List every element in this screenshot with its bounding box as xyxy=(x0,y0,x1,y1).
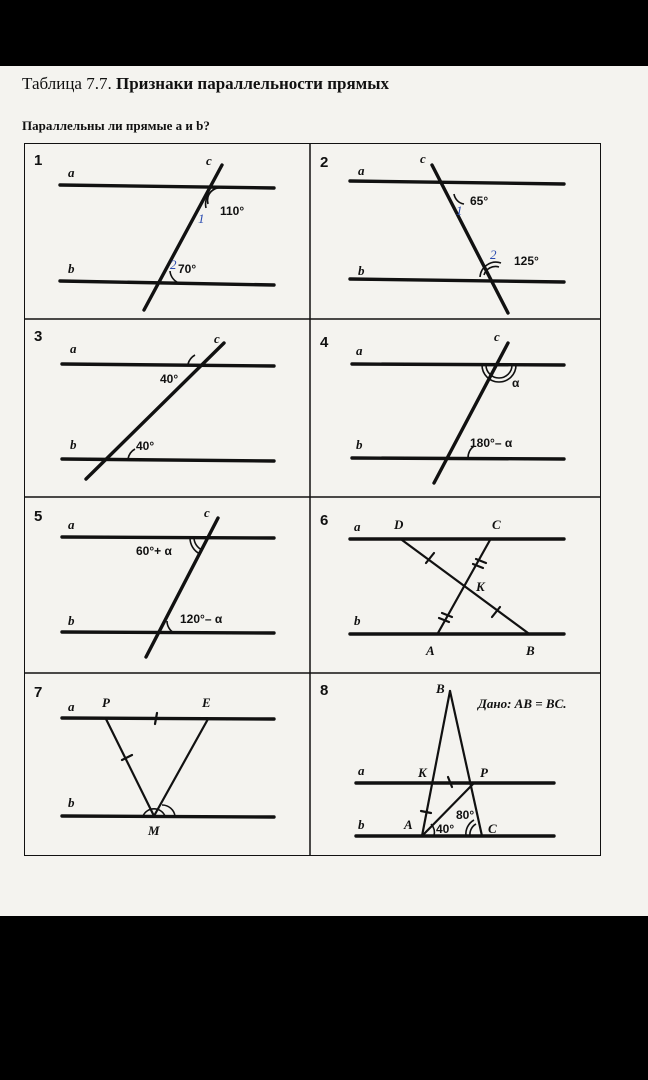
problem-number: 2 xyxy=(320,154,329,171)
line-a xyxy=(60,185,274,188)
angle-40-top: 40° xyxy=(160,372,179,386)
segment-EM xyxy=(154,719,208,816)
label-b: b xyxy=(68,261,75,276)
angle-80: 80° xyxy=(456,808,475,822)
tick-mark xyxy=(421,811,431,813)
angle-alpha: α xyxy=(512,376,520,390)
line-b xyxy=(350,279,564,282)
line-b xyxy=(62,459,274,461)
line-b xyxy=(62,816,274,817)
problem-number: 6 xyxy=(320,512,329,529)
problem-1 xyxy=(34,152,274,310)
problem-number: 4 xyxy=(320,334,329,351)
problem-3 xyxy=(34,328,274,479)
angle-arc xyxy=(470,824,476,836)
label-c: c xyxy=(494,329,500,344)
angle-110: 110° xyxy=(220,204,245,218)
angle-arc xyxy=(128,449,135,459)
label-b: b xyxy=(358,817,365,832)
problem-number: 8 xyxy=(320,682,329,699)
angle-65: 65° xyxy=(470,194,489,208)
angle-arc xyxy=(431,824,434,836)
handwritten-mark: 1 xyxy=(456,203,463,218)
point-P: P xyxy=(480,765,488,780)
label-a: a xyxy=(358,163,365,178)
angle-125: 125° xyxy=(514,254,539,268)
tick-mark xyxy=(155,713,157,724)
line-a xyxy=(62,537,274,538)
angle-70: 70° xyxy=(178,262,197,276)
table-number: Таблица 7.7. xyxy=(22,74,112,93)
line-b xyxy=(352,458,564,459)
point-M: M xyxy=(148,823,160,838)
line-c xyxy=(432,165,508,313)
label-c: c xyxy=(206,153,212,168)
problem-number: 7 xyxy=(34,684,43,701)
label-b: b xyxy=(356,437,363,452)
point-A: A xyxy=(426,643,435,658)
handwritten-mark: 2 xyxy=(170,257,177,272)
label-b: b xyxy=(354,613,361,628)
label-b: b xyxy=(68,795,75,810)
problem-8 xyxy=(320,681,567,836)
angle-180-minus-alpha: 180°– α xyxy=(470,436,513,450)
label-a: a xyxy=(68,699,75,714)
label-a: a xyxy=(70,341,77,356)
point-A: A xyxy=(404,817,413,832)
handwritten-mark: 1 xyxy=(198,211,205,226)
point-K: K xyxy=(418,765,427,780)
point-B: B xyxy=(526,643,535,658)
point-K: K xyxy=(476,579,485,594)
problem-6 xyxy=(320,512,564,658)
angle-40-bottom: 40° xyxy=(136,439,155,453)
problem-5 xyxy=(34,505,274,657)
line-b xyxy=(62,632,274,633)
label-c: c xyxy=(214,331,220,346)
point-B: B xyxy=(436,681,445,696)
label-a: a xyxy=(68,165,75,180)
angle-arc xyxy=(188,355,195,364)
point-P: P xyxy=(102,695,110,710)
segment-PM xyxy=(106,719,154,816)
problem-number: 3 xyxy=(34,328,43,345)
point-E: E xyxy=(202,695,211,710)
angle-60-plus-alpha: 60°+ α xyxy=(136,544,172,558)
line-b xyxy=(60,281,274,285)
given-condition: Дано: AB = BC. xyxy=(478,696,567,711)
label-a: a xyxy=(68,517,75,532)
point-D: D xyxy=(394,517,404,532)
problem-number: 1 xyxy=(34,152,43,169)
line-a xyxy=(62,718,274,719)
problems-svg xyxy=(24,143,601,856)
angle-40: 40° xyxy=(436,822,455,836)
angle-120-minus-alpha: 120°– α xyxy=(180,612,223,626)
line-a xyxy=(350,181,564,184)
label-b: b xyxy=(358,263,365,278)
label-c: c xyxy=(204,505,210,520)
point-C: C xyxy=(488,821,497,836)
label-c: c xyxy=(420,151,426,166)
label-b: b xyxy=(70,437,77,452)
handwritten-mark: 2 xyxy=(490,247,497,262)
problem-number: 5 xyxy=(34,508,43,525)
problem-2 xyxy=(320,151,564,313)
line-a xyxy=(62,364,274,366)
label-a: a xyxy=(354,519,361,534)
problems-table xyxy=(24,143,601,856)
problem-4 xyxy=(320,329,564,483)
line-a xyxy=(352,364,564,365)
table-title: Признаки параллельности прямых xyxy=(115,74,389,93)
label-a: a xyxy=(356,343,363,358)
label-b: b xyxy=(68,613,75,628)
segment-BA xyxy=(422,691,450,836)
point-C: C xyxy=(492,517,501,532)
page-title xyxy=(22,74,389,94)
problem-7 xyxy=(34,684,274,838)
table-frame xyxy=(24,143,601,856)
question-text: Параллельны ли прямые a и b? xyxy=(22,118,210,133)
label-a: a xyxy=(358,763,365,778)
